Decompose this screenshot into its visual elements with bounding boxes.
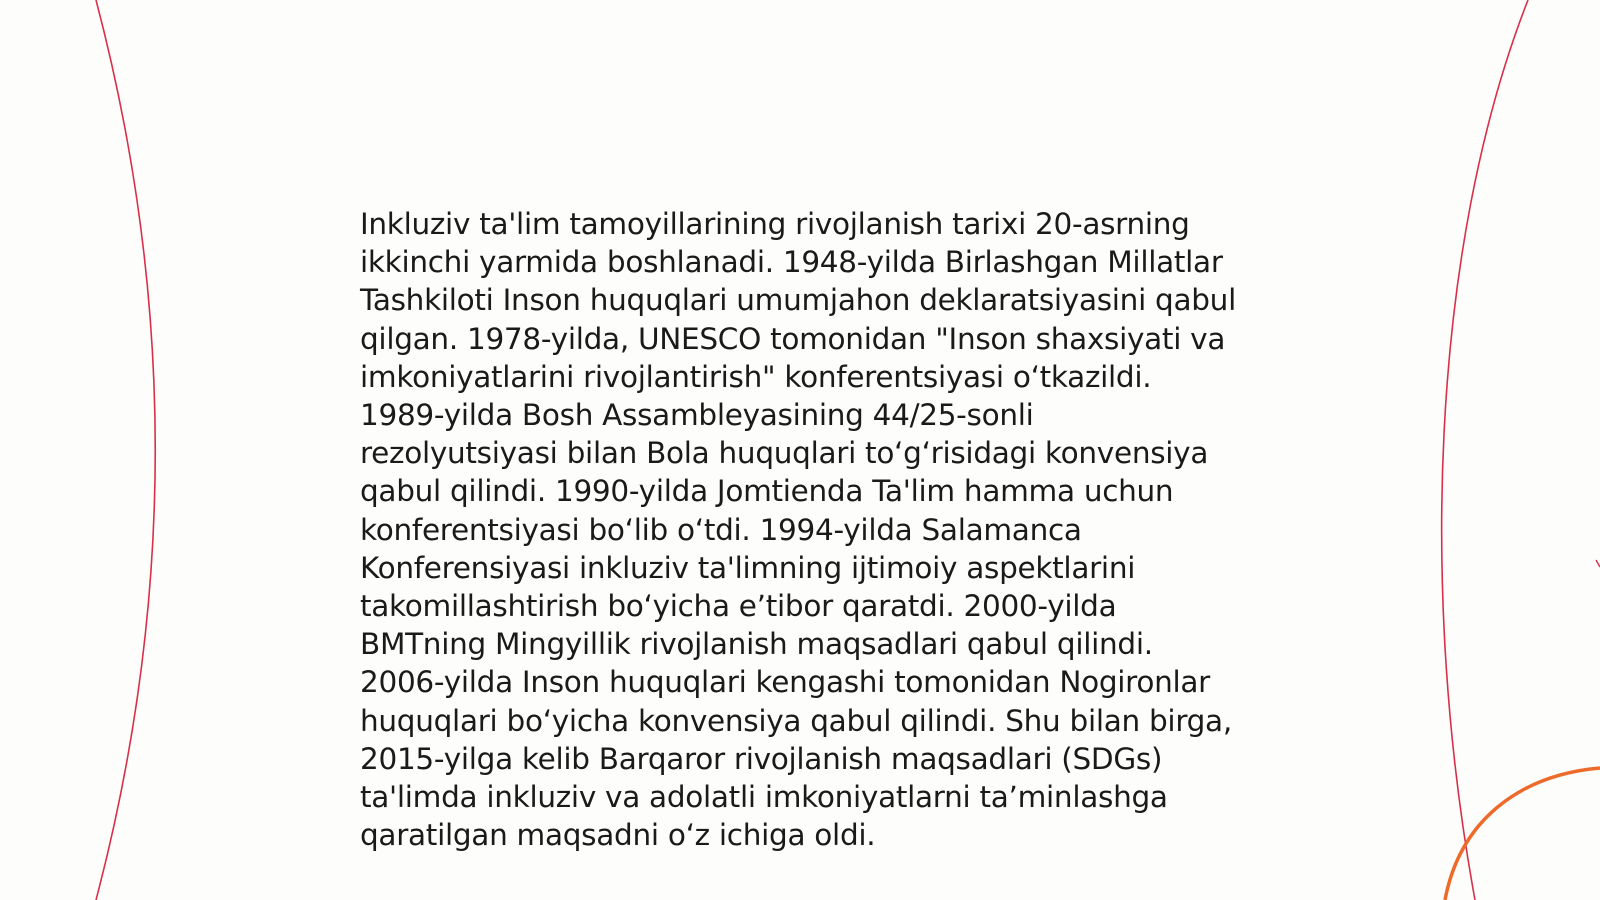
accent-arc	[1445, 768, 1600, 900]
right-edge-tick	[1596, 560, 1600, 567]
left-curve-line	[96, 0, 155, 900]
right-curve-line	[1442, 0, 1528, 900]
body-paragraph: Inkluziv ta'lim tamoyillarining rivojlanish tarixi 20-asrning ikkinchi yarmida boshlanadi. 1948-yilda Birlashgan Millatlar Tashkiloti Inson huquqlari umumjahon deklaratsiyasini qabul qilgan. 1978-yilda, UNESCO tomonidan "Inson shaxsiyati va imkoniyatlarini rivojlantirish" konferentsiyasi o‘tkazildi. 1989-yilda Bosh Assambleyasining 44/25-sonli rezolyutsiyasi bilan Bola huquqlari to‘g‘risidagi konvensiya qabul qilindi. 1990-yilda Jomtienda Ta'lim hamma uchun konferentsiyasi bo‘lib o‘tdi. 1994-yilda Salamanca Konferensiyasi inkluziv ta'limning ijtimoiy aspektlarini takomillashtirish bo‘yicha e’tibor qaratdi. 2000-yilda BMTning Mingyillik rivojlanish maqsadlari qabul qilindi. 2006-yilda Inson huquqlari kengashi tomonidan Nogironlar huquqlari bo‘yicha konvensiya qabul qilindi. Shu bilan birga, 2015-yilga kelib Barqaror rivojlanish maqsadlari (SDGs) ta'limda inkluziv va adolatli imkoniyatlarni ta’minlashga qaratilgan maqsadni o‘z ichiga oldi.	[360, 207, 1236, 853]
